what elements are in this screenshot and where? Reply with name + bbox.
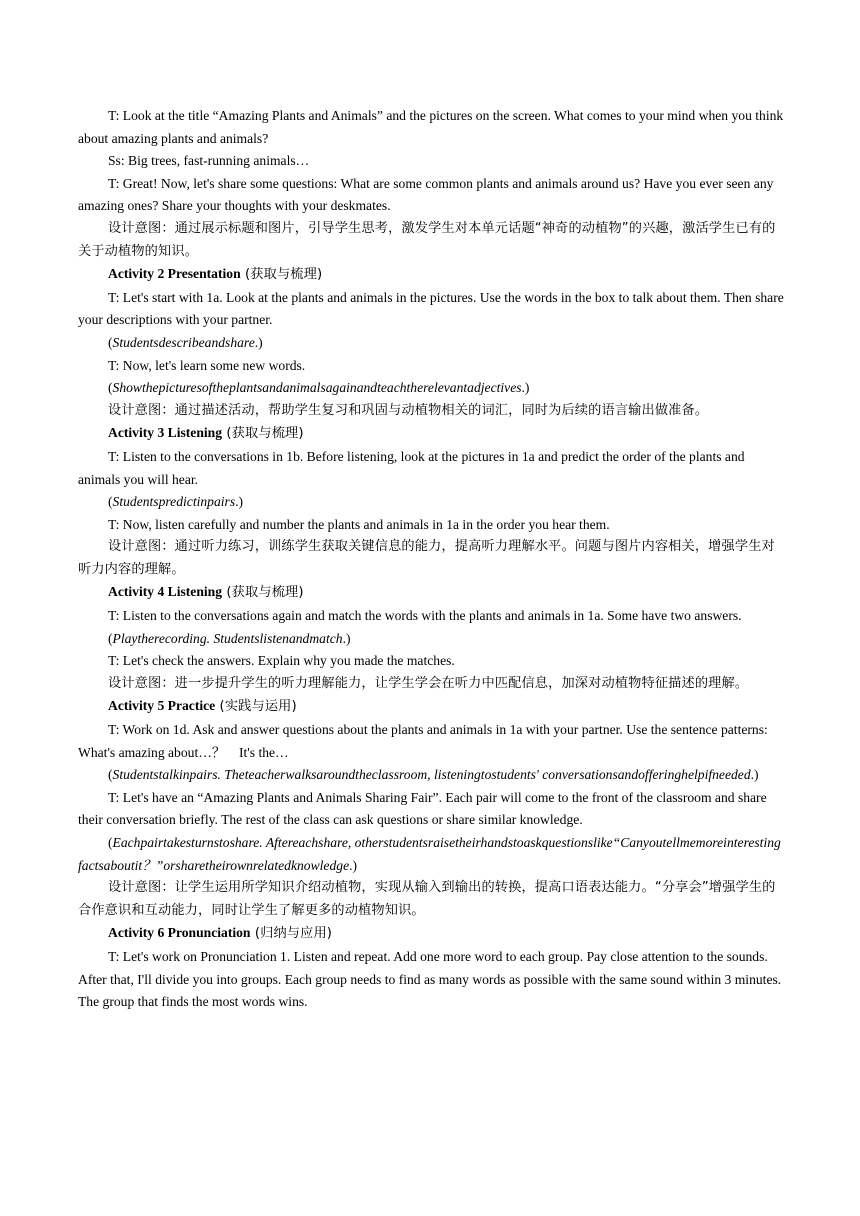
activity-title: Activity 6 Pronunciation	[108, 925, 251, 941]
activity-heading	[78, 263, 784, 287]
paragraph: T: Look at the title “Amazing Plants and Animals” and the pictures on the screen. What comes to your mind when you think about amazing plants and animals?	[78, 108, 784, 146]
design-intent-paragraph: 设计意图：进一步提升学生的听力理解能力，让学生学会在听力中匹配信息，加深对动植物特征描述的理解。	[108, 675, 749, 691]
stage-direction: (Studentspredictinpairs.)	[108, 494, 244, 510]
activity-title: Activity 3 Listening	[108, 425, 223, 441]
design-intent-paragraph: 设计意图：通过听力练习，训练学生获取关键信息的能力，提高听力理解水平。问题与图片内容相关，增强学生对听力内容的理解。	[78, 539, 775, 577]
stage-direction: (Showthepicturesoftheplantsandanimalsagainandteachtherelevantadjectives.)	[108, 380, 530, 396]
activity-category: (获取与梳理)	[240, 267, 323, 283]
stage-direction-text: Playtherecording. Studentslistenandmatch	[112, 630, 343, 646]
stage-direction-text: Eachpairtakesturnstoshare. Aftereachshare, otherstudentsraisetheirhandstoaskquestionslike“Canyoutellmemoreinterestingfactsaboutit？”orsharetheirownrelatedknowledge	[78, 835, 781, 873]
stage-direction: (Playtherecording. Studentslistenandmatch.)	[108, 630, 351, 646]
paragraph: T: Let's work on Pronunciation 1. Listen and repeat. Add one more word to each group. Pay close attention to the sounds. After that, I'll divide you into groups. Each group needs to find as many words as possible with the same sound within 3 minutes. The group that finds the most words wins.	[78, 948, 782, 1010]
stage-direction: (Studentsdescribeandshare.)	[108, 334, 263, 350]
stage-direction-text: Studentspredictinpairs	[112, 494, 236, 510]
activity-title: Activity 5 Practice	[108, 698, 216, 714]
activity-heading	[78, 922, 784, 946]
paragraph: T: Now, listen carefully and number the plants and animals in 1a in the order you hear them.	[108, 516, 610, 532]
stage-direction-text: Studentsdescribeandshare	[112, 334, 255, 350]
design-intent-paragraph: 设计意图：通过描述活动，帮助学生复习和巩固与动植物相关的词汇，同时为后续的语言输出做准备。	[108, 402, 709, 418]
activity-title: Activity 2 Presentation	[108, 266, 241, 282]
document-body	[78, 105, 784, 1014]
activity-category: (实践与运用)	[215, 699, 297, 715]
paragraph: T: Great! Now, let's share some questions: What are some common plants and animals around us? Have you ever seen any amazing ones? Share your thoughts with your deskmates.	[78, 175, 774, 214]
paragraph: T: Let's check the answers. Explain why you made the matches.	[108, 653, 455, 669]
paragraph: T: Now, let's learn some new words.	[108, 357, 306, 373]
activity-heading	[78, 695, 784, 719]
paragraph: T: Listen to the conversations again and match the words with the plants and animals in 1a. Some have two answers.	[108, 608, 742, 624]
stage-direction: (Studentstalkinpairs. Theteacherwalksaroundtheclassroom, listeningtostudents' conversationsandofferinghelpifneeded.)	[108, 767, 759, 783]
activity-heading	[78, 581, 784, 605]
paragraph: T: Listen to the conversations in 1b. Before listening, look at the pictures in 1a and predict the order of the plants and animals you will hear.	[78, 448, 745, 487]
stage-direction-text: Showthepicturesoftheplantsandanimalsagainandteachtherelevantadjectives	[112, 380, 522, 396]
activity-title: Activity 4 Listening	[108, 584, 223, 600]
activity-category: (获取与梳理)	[222, 585, 304, 601]
design-intent-paragraph: 设计意图：通过展示标题和图片，引导学生思考，激发学生对本单元话题“神奇的动植物”的兴趣，激活学生已有的关于动植物的知识。	[78, 220, 776, 259]
activity-category: (归纳与应用)	[250, 926, 333, 942]
stage-direction: (Eachpairtakesturnstoshare. Aftereachshare, otherstudentsraisetheirhandstoaskquestionslike“Canyoutellmemoreinterestingfactsaboutit？”orsharetheirownrelatedknowledge.)	[78, 835, 781, 873]
paragraph: T: Work on 1d. Ask and answer questions about the plants and animals in 1a with your partner. Use the sentence patterns: What's amazing about…？ It's the…	[78, 722, 768, 760]
paragraph: Ss: Big trees, fast-running animals…	[108, 153, 310, 169]
design-intent-paragraph: 设计意图：让学生运用所学知识介绍动植物，实现从输入到输出的转换，提高口语表达能力。“分享会”增强学生的合作意识和互动能力，同时让学生了解更多的动植物知识。	[78, 880, 776, 918]
paragraph: T: Let's have an “Amazing Plants and Animals Sharing Fair”. Each pair will come to the front of the classroom and share their conversation briefly. The rest of the class can ask questions or share similar knowledge.	[78, 789, 767, 828]
activity-category: (获取与梳理)	[222, 426, 304, 442]
paragraph: T: Let's start with 1a. Look at the plants and animals in the pictures. Use the words in the box to talk about them. Then share your descriptions with your partner.	[78, 289, 784, 328]
activity-heading	[78, 422, 784, 446]
stage-direction-text: Studentstalkinpairs. Theteacherwalksaroundtheclassroom, listeningtostudents' conversationsandofferinghelpifneeded	[112, 767, 751, 783]
